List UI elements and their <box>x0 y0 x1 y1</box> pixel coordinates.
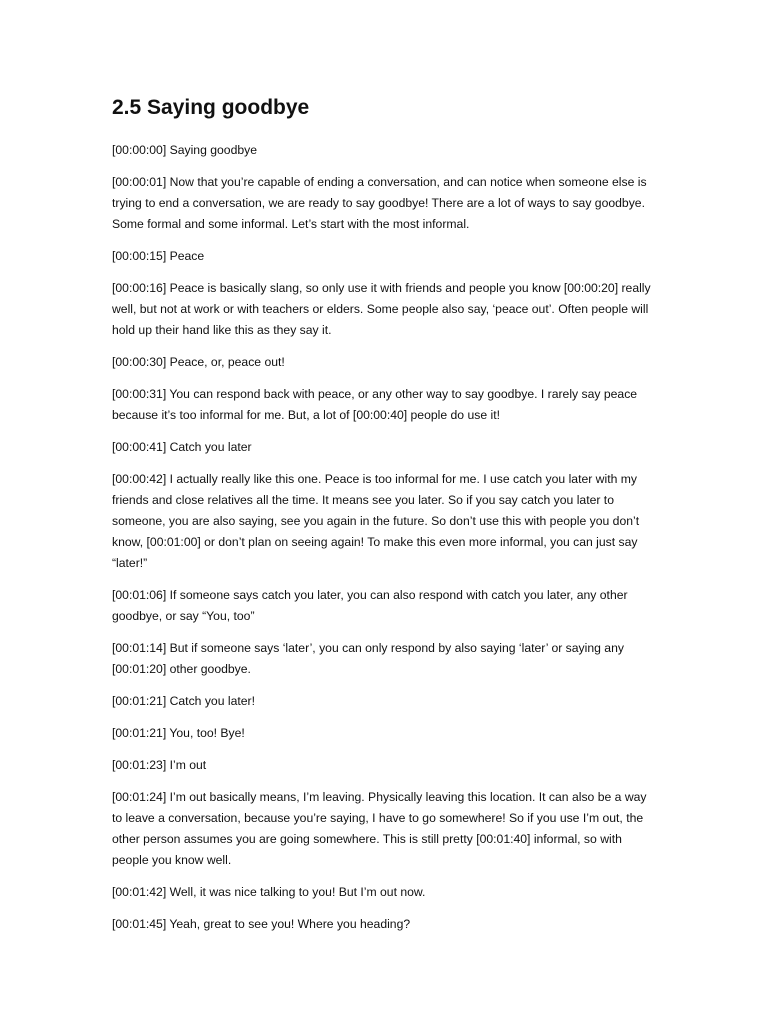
paragraph-13: [00:01:23] I’m out <box>112 758 207 772</box>
paragraph-6: [00:00:31] You can respond back with peace, or any other way to say goodbye. I rarely say peace because it’s too informal for me. But, a lot of [00:00:40] people do use it! <box>112 387 638 422</box>
paragraph-2: [00:00:01] Now that you’re capable of ending a conversation, and can notice when someone else is trying to end a conversation, we are ready to say goodbye! There are a lot of ways to say goodbye. Some formal and some informal. Let’s start with the most informal. <box>112 175 647 231</box>
paragraph-5: [00:00:30] Peace, or, peace out! <box>112 355 285 369</box>
paragraph-1: [00:00:00] Saying goodbye <box>112 143 258 157</box>
paragraph-16: [00:01:45] Yeah, great to see you! Where you heading? <box>112 917 411 931</box>
paragraph-15: [00:01:42] Well, it was nice talking to you! But I’m out now. <box>112 885 426 899</box>
document-body <box>112 92 660 946</box>
paragraph-7: [00:00:41] Catch you later <box>112 440 252 454</box>
paragraph-3: [00:00:15] Peace <box>112 249 205 263</box>
paragraph-10: [00:01:14] But if someone says ‘later’, you can only respond by also saying ‘later’ or saying any [00:01:20] other goodbye. <box>112 641 624 676</box>
paragraph-12: [00:01:21] You, too! Bye! <box>112 726 245 740</box>
paragraph-8: [00:00:42] I actually really like this one. Peace is too informal for me. I use catch you later with my friends and close relatives all the time. It means see you later. So if you say catch you later to someone, you are also saying, see you again in the future. So don’t use this with people you don’t know, [00:01:00] or don’t plan on seeing again! To make this even more informal, you can just say “later!” <box>112 472 640 570</box>
paragraph-4: [00:00:16] Peace is basically slang, so only use it with friends and people you know [00:00:20] really well, but not at work or with teachers or elders. Some people also say, ‘peace out’. Often people will hold up their hand like this as they say it. <box>112 281 651 337</box>
paragraph-14: [00:01:24] I’m out basically means, I’m leaving. Physically leaving this location. It can also be a way to leave a conversation, because you’re saying, I have to go somewhere! So if you use I’m out, the other person assumes you are going somewhere. This is still pretty [00:01:40] informal, so with people you know well. <box>112 790 647 867</box>
paragraph-11: [00:01:21] Catch you later! <box>112 694 255 708</box>
page-title: 2.5 Saying goodbye <box>112 96 310 119</box>
paragraph-9: [00:01:06] If someone says catch you later, you can also respond with catch you later, any other goodbye, or say “You, too” <box>112 588 628 623</box>
